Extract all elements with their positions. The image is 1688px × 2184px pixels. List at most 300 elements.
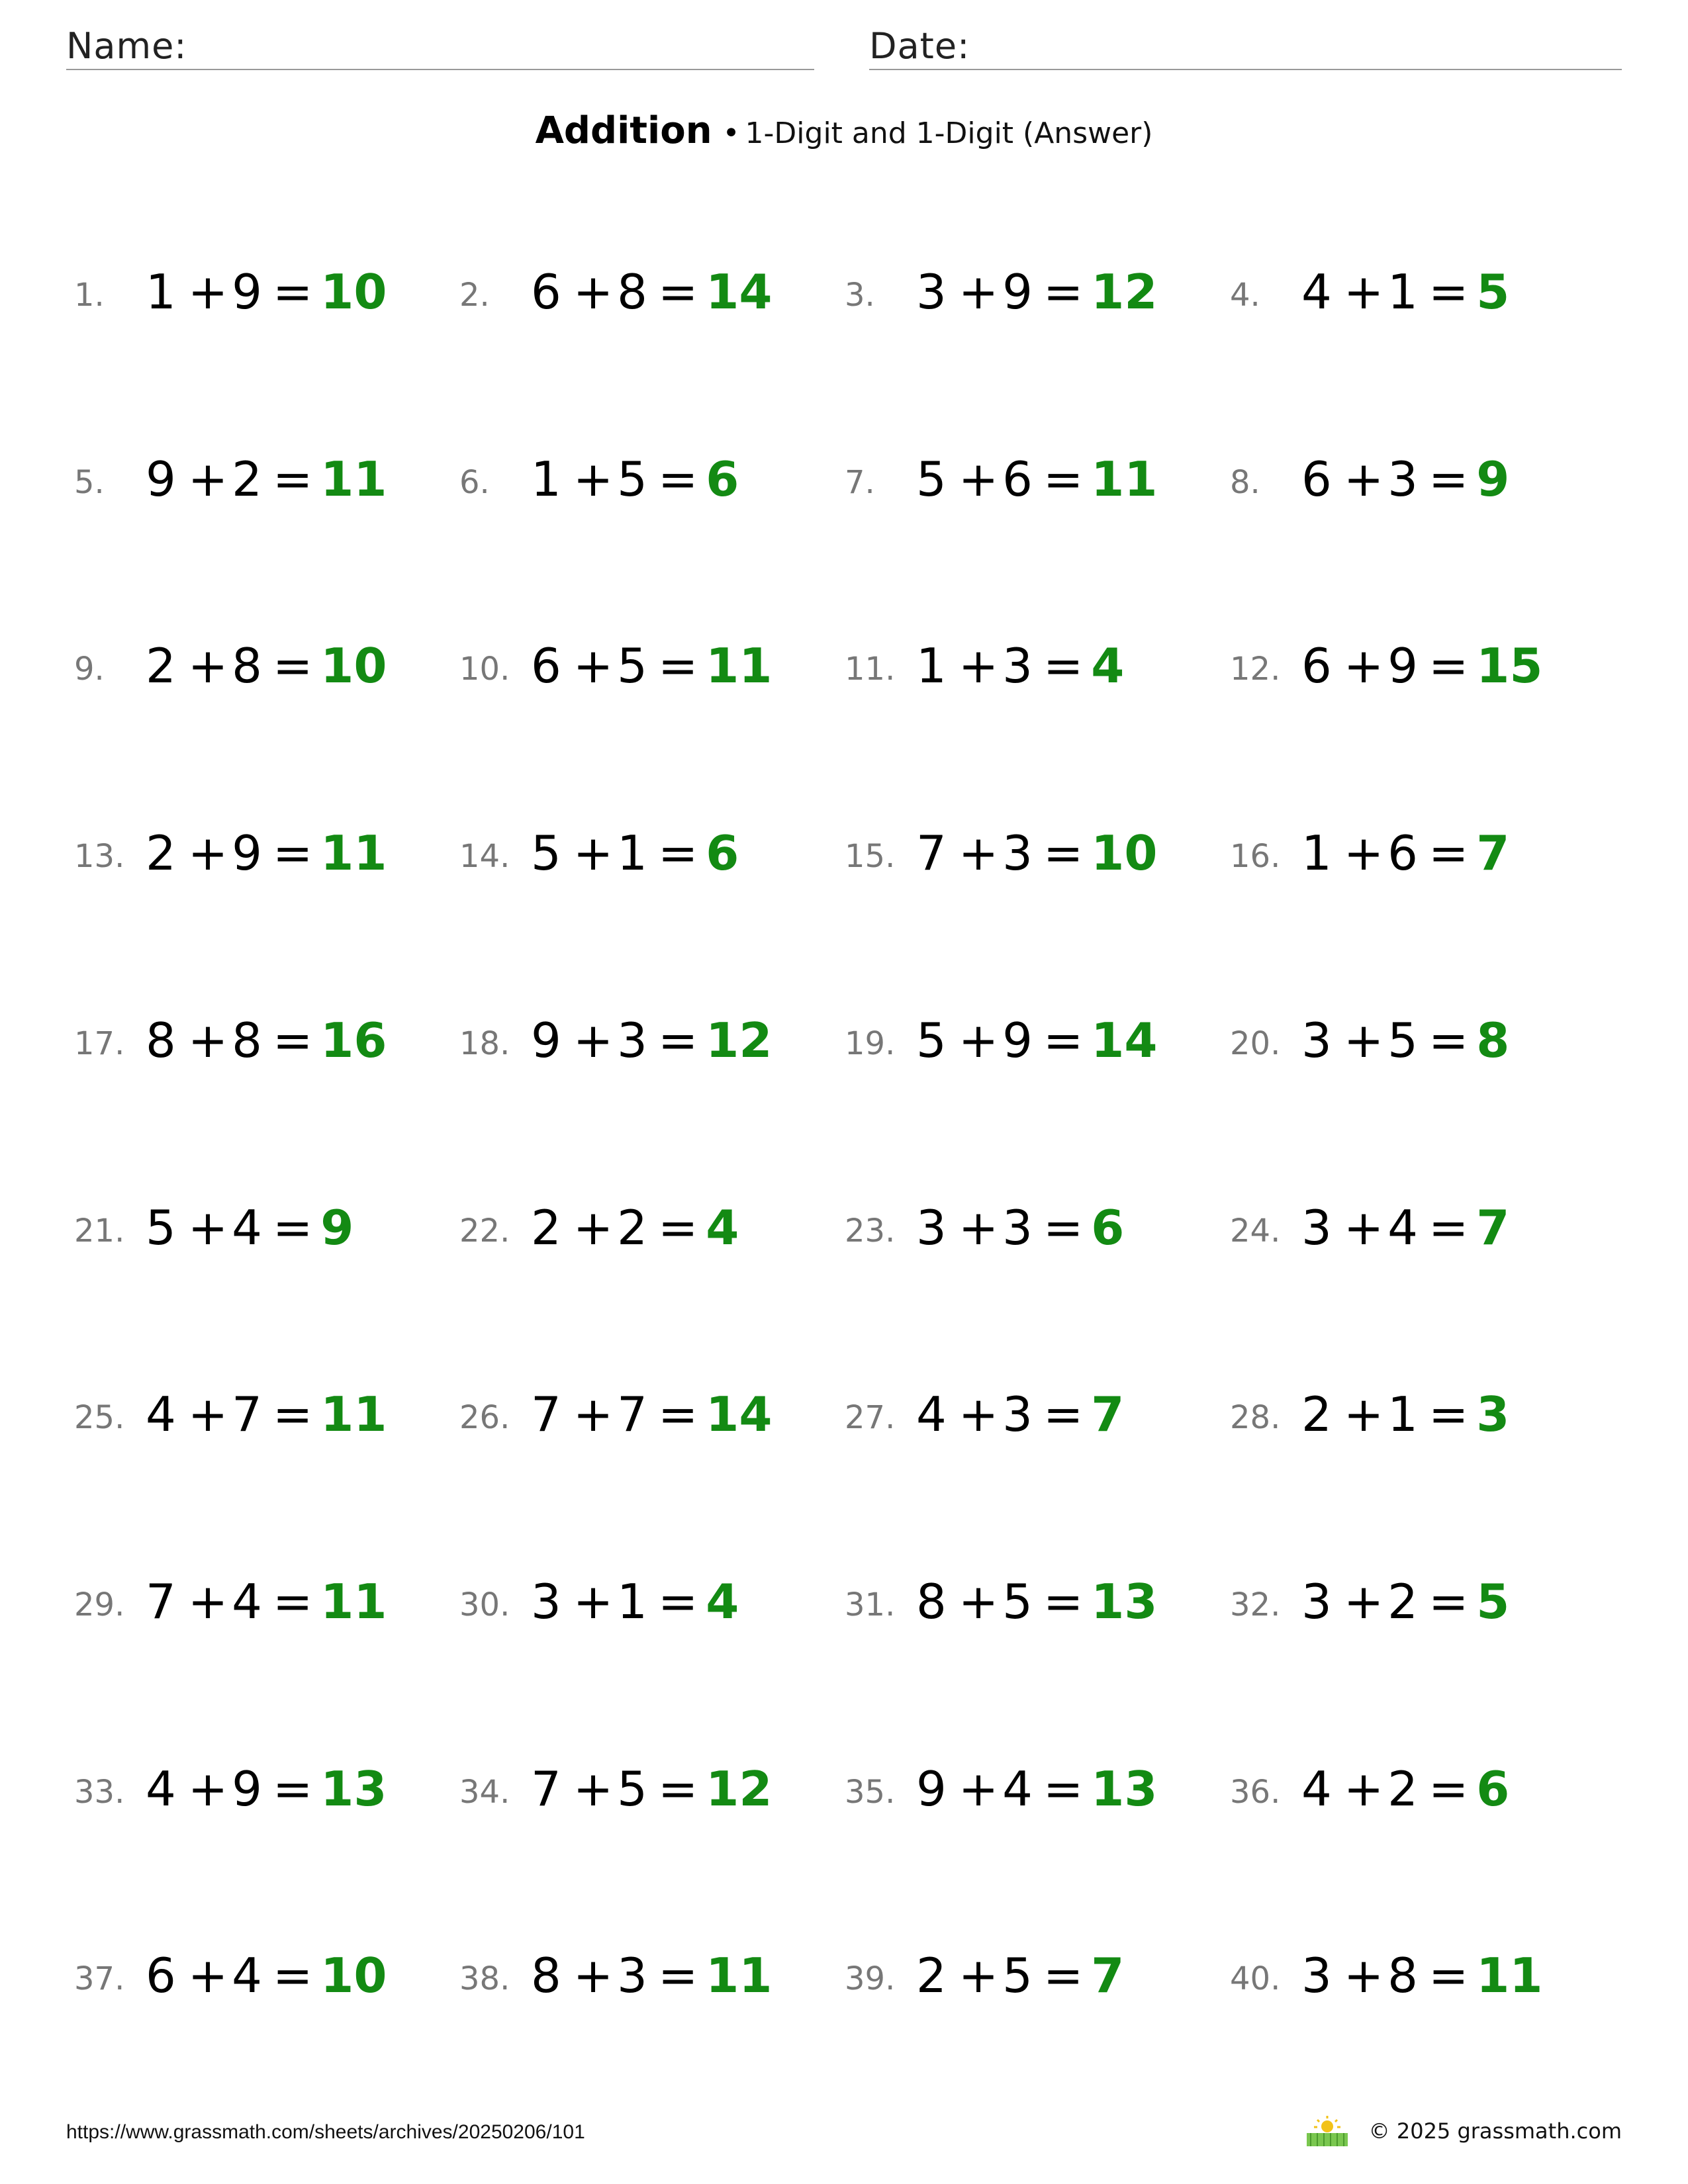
problem-number: 23.: [845, 1212, 896, 1250]
problem-number: 21.: [74, 1212, 125, 1250]
operand-a: 6: [531, 264, 561, 320]
problem-expression: [531, 1198, 739, 1257]
equals-sign: =: [1043, 1761, 1084, 1817]
operand-a: 6: [1301, 451, 1332, 507]
answer-value: 11: [1091, 451, 1158, 507]
operand-a: 9: [146, 451, 176, 507]
answer-value: 14: [706, 264, 773, 320]
problem-number: 2.: [459, 277, 490, 314]
footer-copyright-block: [1304, 2111, 1622, 2151]
equals-sign: =: [1428, 1948, 1469, 2003]
problem-item: [1230, 1011, 1601, 1070]
answer-value: 9: [1476, 451, 1510, 507]
equals-sign: =: [657, 1948, 698, 2003]
operator-plus: +: [958, 1200, 999, 1255]
equals-sign: =: [1428, 1387, 1469, 1442]
operand-a: 3: [1301, 1948, 1332, 2003]
problem-expression: [146, 262, 387, 322]
operator-plus: +: [1343, 264, 1384, 320]
problem-expression: [1301, 1759, 1509, 1819]
answer-value: 11: [320, 451, 387, 507]
problem-number: 38.: [459, 1960, 510, 1997]
equals-sign: =: [1043, 638, 1084, 694]
answer-value: 11: [706, 638, 773, 694]
operand-a: 8: [146, 1013, 176, 1068]
operand-b: 3: [1002, 1200, 1033, 1255]
footer-url[interactable]: https://www.grassmath.com/sheets/archives/20250206/101: [66, 2121, 585, 2143]
operand-a: 2: [146, 638, 176, 694]
problem-item: [459, 1759, 830, 1819]
operand-a: 4: [146, 1387, 176, 1442]
problem-expression: [146, 1385, 387, 1444]
answer-value: 12: [1091, 264, 1158, 320]
operator-plus: +: [1343, 1387, 1384, 1442]
problem-item: [845, 823, 1215, 883]
problem-item: [74, 449, 445, 509]
problem-item: [459, 1011, 830, 1070]
equals-sign: =: [1043, 1387, 1084, 1442]
problem-item: [1230, 823, 1601, 883]
problem-item: [845, 1572, 1215, 1631]
equals-sign: =: [272, 825, 313, 881]
equals-sign: =: [657, 1200, 698, 1255]
problem-number: 7.: [845, 464, 875, 501]
problem-number: 8.: [1230, 464, 1260, 501]
problem-item: [74, 1946, 445, 2005]
operand-a: 3: [1301, 1574, 1332, 1629]
operator-plus: +: [187, 1013, 228, 1068]
operator-plus: +: [187, 825, 228, 881]
problem-item: [1230, 1198, 1601, 1257]
problem-number: 20.: [1230, 1025, 1281, 1062]
operator-plus: +: [1343, 451, 1384, 507]
operand-a: 3: [1301, 1013, 1332, 1068]
operand-b: 2: [1387, 1574, 1418, 1629]
equals-sign: =: [272, 1761, 313, 1817]
problem-item: [459, 1198, 830, 1257]
operand-b: 9: [1387, 638, 1418, 694]
answer-value: 7: [1091, 1948, 1125, 2003]
problem-expression: [531, 1011, 772, 1070]
operand-b: 3: [1387, 451, 1418, 507]
answer-value: 3: [1476, 1387, 1510, 1442]
answer-value: 7: [1476, 825, 1510, 881]
problem-item: [1230, 1385, 1601, 1444]
equals-sign: =: [272, 1200, 313, 1255]
problem-expression: [916, 1198, 1124, 1257]
equals-sign: =: [1043, 1948, 1084, 2003]
equals-sign: =: [1428, 264, 1469, 320]
operand-a: 8: [531, 1948, 561, 2003]
problem-item: [74, 823, 445, 883]
operand-b: 4: [1387, 1200, 1418, 1255]
operator-plus: +: [187, 1387, 228, 1442]
problem-expression: [1301, 1572, 1509, 1631]
problem-number: 6.: [459, 464, 490, 501]
equals-sign: =: [1428, 825, 1469, 881]
problem-item: [1230, 1759, 1601, 1819]
operator-plus: +: [187, 1948, 228, 2003]
problem-expression: [916, 1385, 1124, 1444]
operand-b: 3: [1002, 638, 1033, 694]
operand-b: 3: [1002, 825, 1033, 881]
answer-value: 6: [1476, 1761, 1510, 1817]
equals-sign: =: [1428, 451, 1469, 507]
problem-expression: [916, 262, 1157, 322]
answer-value: 6: [1091, 1200, 1125, 1255]
equals-sign: =: [272, 1013, 313, 1068]
operator-plus: +: [1343, 638, 1384, 694]
operator-plus: +: [573, 1013, 614, 1068]
operand-a: 6: [146, 1948, 176, 2003]
operand-b: 8: [232, 1013, 262, 1068]
operator-plus: +: [187, 638, 228, 694]
problem-number: 4.: [1230, 277, 1260, 314]
operand-a: 3: [916, 1200, 947, 1255]
equals-sign: =: [657, 825, 698, 881]
answer-value: 7: [1091, 1387, 1125, 1442]
problem-number: 35.: [845, 1774, 896, 1811]
problem-number: 36.: [1230, 1774, 1281, 1811]
equals-sign: =: [657, 1013, 698, 1068]
equals-sign: =: [272, 264, 313, 320]
problem-item: [845, 449, 1215, 509]
answer-value: 10: [320, 638, 387, 694]
problem-expression: [916, 636, 1124, 696]
equals-sign: =: [1428, 638, 1469, 694]
problem-item: [845, 636, 1215, 696]
operand-b: 4: [232, 1200, 262, 1255]
problem-number: 12.: [1230, 651, 1281, 688]
operand-b: 8: [232, 638, 262, 694]
operator-plus: +: [187, 1200, 228, 1255]
problem-number: 17.: [74, 1025, 125, 1062]
answer-value: 9: [320, 1200, 354, 1255]
operand-a: 1: [146, 264, 176, 320]
answer-value: 6: [706, 825, 739, 881]
operator-plus: +: [958, 1013, 999, 1068]
problem-expression: [146, 1198, 353, 1257]
problem-expression: [531, 636, 772, 696]
operand-b: 5: [1002, 1948, 1033, 2003]
operand-b: 9: [232, 264, 262, 320]
title-main: Addition: [535, 109, 712, 152]
problem-item: [845, 262, 1215, 322]
operand-b: 1: [617, 825, 647, 881]
answer-value: 4: [706, 1574, 739, 1629]
operand-b: 4: [232, 1948, 262, 2003]
answer-value: 12: [706, 1013, 773, 1068]
footer-copyright: © 2025 grassmath.com: [1368, 2118, 1622, 2144]
problem-expression: [531, 1572, 739, 1631]
operand-a: 9: [531, 1013, 561, 1068]
problem-item: [1230, 1572, 1601, 1631]
answer-value: 12: [706, 1761, 773, 1817]
operand-a: 4: [146, 1761, 176, 1817]
problem-number: 11.: [845, 651, 896, 688]
operator-plus: +: [573, 1948, 614, 2003]
equals-sign: =: [657, 1574, 698, 1629]
problem-number: 33.: [74, 1774, 125, 1811]
date-label: Date:: [869, 25, 970, 67]
equals-sign: =: [657, 451, 698, 507]
equals-sign: =: [657, 1387, 698, 1442]
operand-a: 3: [916, 264, 947, 320]
answer-value: 7: [1476, 1200, 1510, 1255]
operator-plus: +: [1343, 1013, 1384, 1068]
problem-item: [74, 636, 445, 696]
answer-value: 14: [706, 1387, 773, 1442]
problem-expression: [531, 1385, 772, 1444]
problem-item: [1230, 449, 1601, 509]
answer-value: 4: [706, 1200, 739, 1255]
problem-number: 32.: [1230, 1586, 1281, 1623]
problem-item: [845, 1011, 1215, 1070]
operand-b: 9: [1002, 1013, 1033, 1068]
title-bullet: •: [722, 116, 740, 150]
problem-number: 1.: [74, 277, 105, 314]
equals-sign: =: [1043, 825, 1084, 881]
problem-expression: [1301, 1011, 1509, 1070]
problem-expression: [916, 1572, 1157, 1631]
equals-sign: =: [1428, 1761, 1469, 1817]
operand-a: 7: [531, 1761, 561, 1817]
operand-b: 4: [232, 1574, 262, 1629]
problem-number: 29.: [74, 1586, 125, 1623]
problem-number: 5.: [74, 464, 105, 501]
problem-number: 14.: [459, 838, 510, 875]
problem-expression: [146, 1946, 387, 2005]
operand-a: 6: [531, 638, 561, 694]
problem-expression: [916, 1946, 1124, 2005]
equals-sign: =: [1043, 451, 1084, 507]
problem-number: 19.: [845, 1025, 896, 1062]
operand-b: 3: [617, 1013, 647, 1068]
problem-expression: [1301, 1946, 1542, 2005]
grassmath-logo-icon: [1304, 2115, 1350, 2148]
operator-plus: +: [573, 1387, 614, 1442]
operand-a: 4: [1301, 264, 1332, 320]
operator-plus: +: [187, 1761, 228, 1817]
problem-item: [459, 449, 830, 509]
equals-sign: =: [272, 638, 313, 694]
problem-item: [74, 262, 445, 322]
operator-plus: +: [958, 264, 999, 320]
equals-sign: =: [1428, 1013, 1469, 1068]
operator-plus: +: [958, 825, 999, 881]
operand-b: 3: [1002, 1387, 1033, 1442]
operator-plus: +: [573, 825, 614, 881]
problem-item: [74, 1198, 445, 1257]
problem-expression: [916, 1759, 1157, 1819]
operand-b: 4: [1002, 1761, 1033, 1817]
answer-value: 6: [706, 451, 739, 507]
equals-sign: =: [272, 1387, 313, 1442]
problem-number: 9.: [74, 651, 105, 688]
problem-item: [459, 1385, 830, 1444]
answer-value: 10: [1091, 825, 1158, 881]
equals-sign: =: [1043, 1200, 1084, 1255]
problem-number: 10.: [459, 651, 510, 688]
operand-b: 6: [1387, 825, 1418, 881]
operand-b: 8: [1387, 1948, 1418, 2003]
operand-b: 1: [617, 1574, 647, 1629]
answer-value: 11: [320, 1387, 387, 1442]
problem-item: [845, 1385, 1215, 1444]
answer-value: 5: [1476, 1574, 1510, 1629]
operator-plus: +: [1343, 1574, 1384, 1629]
operator-plus: +: [573, 451, 614, 507]
operand-a: 1: [531, 451, 561, 507]
problem-item: [459, 823, 830, 883]
equals-sign: =: [1428, 1200, 1469, 1255]
problem-number: 30.: [459, 1586, 510, 1623]
problem-item: [74, 1385, 445, 1444]
answer-value: 8: [1476, 1013, 1510, 1068]
operator-plus: +: [573, 264, 614, 320]
operator-plus: +: [187, 451, 228, 507]
operator-plus: +: [1343, 1761, 1384, 1817]
problem-item: [845, 1946, 1215, 2005]
operand-a: 5: [916, 1013, 947, 1068]
equals-sign: =: [272, 1948, 313, 2003]
problem-expression: [1301, 449, 1509, 509]
equals-sign: =: [657, 264, 698, 320]
answer-value: 11: [706, 1948, 773, 2003]
problem-expression: [146, 449, 387, 509]
operand-b: 1: [1387, 264, 1418, 320]
operator-plus: +: [958, 1574, 999, 1629]
title-subtitle: 1-Digit and 1-Digit (Answer): [745, 116, 1153, 150]
operand-a: 2: [146, 825, 176, 881]
operand-a: 7: [916, 825, 947, 881]
problem-item: [459, 1572, 830, 1631]
problem-expression: [146, 1572, 387, 1631]
operator-plus: +: [187, 1574, 228, 1629]
operator-plus: +: [958, 451, 999, 507]
answer-value: 10: [320, 264, 387, 320]
answer-value: 13: [1091, 1574, 1158, 1629]
problem-item: [74, 1759, 445, 1819]
equals-sign: =: [657, 638, 698, 694]
operator-plus: +: [958, 1948, 999, 2003]
operand-a: 4: [916, 1387, 947, 1442]
problem-number: 15.: [845, 838, 896, 875]
problem-expression: [1301, 823, 1509, 883]
equals-sign: =: [1043, 1013, 1084, 1068]
problem-item: [845, 1759, 1215, 1819]
operator-plus: +: [573, 1200, 614, 1255]
operand-b: 9: [1002, 264, 1033, 320]
operand-a: 2: [916, 1948, 947, 2003]
answer-value: 4: [1091, 638, 1125, 694]
problem-expression: [1301, 1198, 1509, 1257]
problem-item: [459, 636, 830, 696]
problem-number: 39.: [845, 1960, 896, 1997]
problem-expression: [531, 262, 772, 322]
answer-value: 10: [320, 1948, 387, 2003]
equals-sign: =: [272, 1574, 313, 1629]
problem-number: 28.: [1230, 1399, 1281, 1436]
problem-number: 3.: [845, 277, 875, 314]
problem-item: [1230, 636, 1601, 696]
operand-b: 3: [617, 1948, 647, 2003]
problem-expression: [916, 823, 1157, 883]
operand-b: 9: [232, 825, 262, 881]
answer-value: 11: [320, 1574, 387, 1629]
operand-a: 5: [146, 1200, 176, 1255]
operand-a: 2: [1301, 1387, 1332, 1442]
problem-expression: [146, 1011, 387, 1070]
problem-expression: [1301, 262, 1509, 322]
answer-value: 14: [1091, 1013, 1158, 1068]
equals-sign: =: [272, 451, 313, 507]
operand-b: 2: [232, 451, 262, 507]
problem-number: 34.: [459, 1774, 510, 1811]
problem-item: [1230, 1946, 1601, 2005]
problem-number: 26.: [459, 1399, 510, 1436]
problem-expression: [916, 449, 1157, 509]
problem-expression: [146, 1759, 387, 1819]
operand-b: 5: [617, 638, 647, 694]
problem-expression: [531, 1946, 772, 2005]
problem-number: 27.: [845, 1399, 896, 1436]
operand-a: 7: [146, 1574, 176, 1629]
operator-plus: +: [1343, 1200, 1384, 1255]
answer-value: 13: [1091, 1761, 1158, 1817]
operand-a: 3: [1301, 1200, 1332, 1255]
operator-plus: +: [958, 1761, 999, 1817]
operand-a: 8: [916, 1574, 947, 1629]
operand-b: 9: [232, 1761, 262, 1817]
problem-number: 31.: [845, 1586, 896, 1623]
problem-number: 18.: [459, 1025, 510, 1062]
problem-expression: [146, 636, 387, 696]
problem-item: [459, 262, 830, 322]
operand-b: 7: [232, 1387, 262, 1442]
operand-a: 9: [916, 1761, 947, 1817]
problem-number: 13.: [74, 838, 125, 875]
operand-b: 5: [617, 1761, 647, 1817]
operator-plus: +: [1343, 1948, 1384, 2003]
problem-number: 24.: [1230, 1212, 1281, 1250]
operand-a: 3: [531, 1574, 561, 1629]
problem-item: [845, 1198, 1215, 1257]
equals-sign: =: [1428, 1574, 1469, 1629]
answer-value: 13: [320, 1761, 387, 1817]
operator-plus: +: [958, 1387, 999, 1442]
operand-a: 5: [531, 825, 561, 881]
operand-b: 5: [617, 451, 647, 507]
problem-expression: [531, 1759, 772, 1819]
problem-expression: [531, 449, 739, 509]
operand-b: 1: [1387, 1387, 1418, 1442]
problem-number: 37.: [74, 1960, 125, 1997]
operator-plus: +: [573, 1761, 614, 1817]
operand-b: 2: [617, 1200, 647, 1255]
operand-a: 1: [1301, 825, 1332, 881]
operand-a: 7: [531, 1387, 561, 1442]
operand-a: 6: [1301, 638, 1332, 694]
problem-number: 25.: [74, 1399, 125, 1436]
operand-b: 2: [1387, 1761, 1418, 1817]
equals-sign: =: [1043, 264, 1084, 320]
problem-item: [1230, 262, 1601, 322]
operand-b: 5: [1002, 1574, 1033, 1629]
answer-value: 15: [1476, 638, 1543, 694]
operator-plus: +: [187, 264, 228, 320]
operand-b: 5: [1387, 1013, 1418, 1068]
